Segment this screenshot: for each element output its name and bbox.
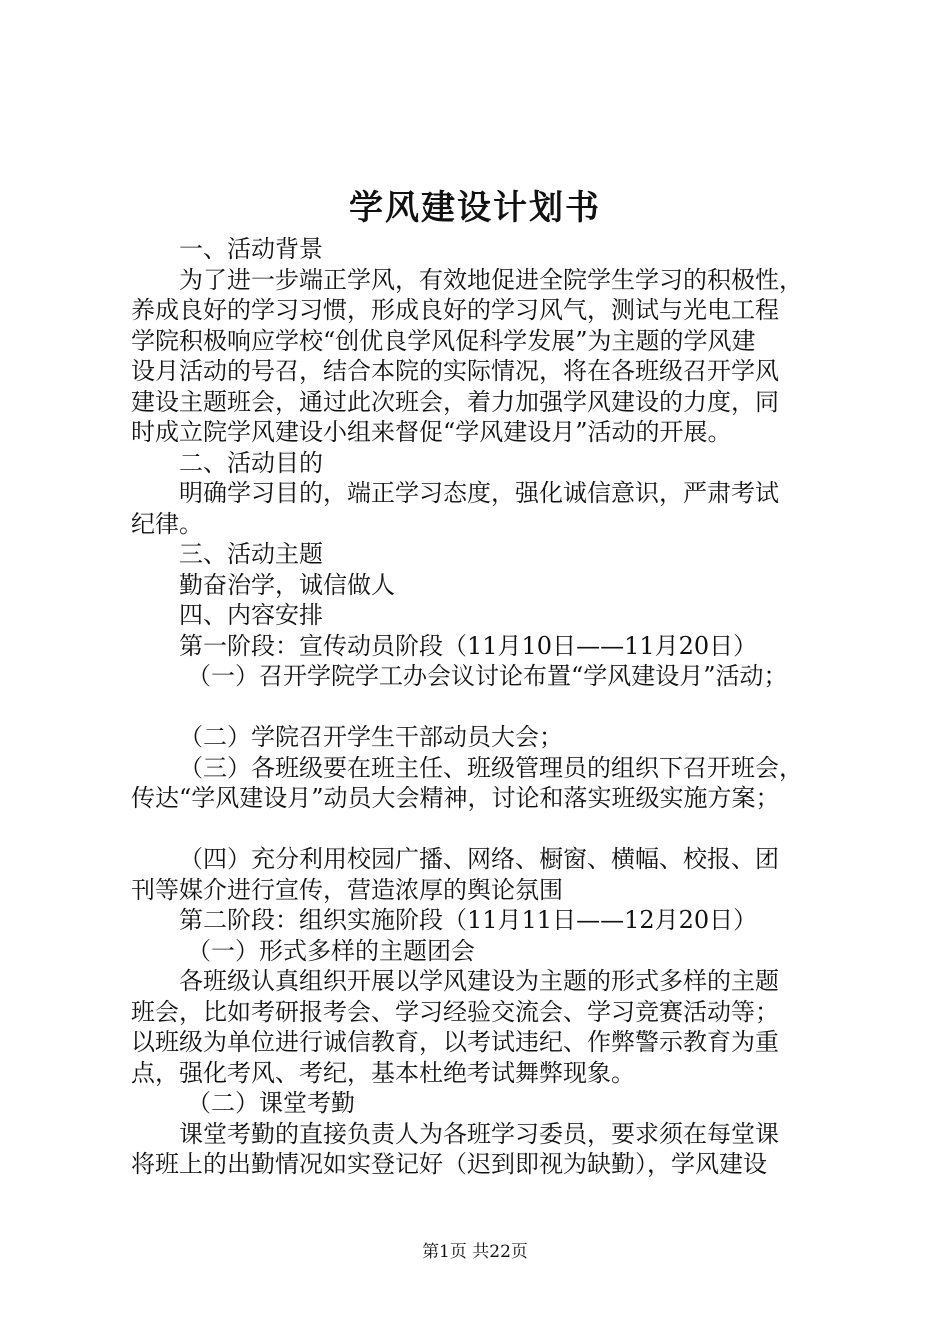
paragraph-line: 刊等媒介进行宣传，营造浓厚的舆论氛围 xyxy=(131,875,563,904)
paragraph-line: 各班级认真组织开展以学风建设为主题的形式多样的主题 xyxy=(179,967,779,995)
blank-line xyxy=(131,692,831,723)
paragraph-line: 课堂考勤的直接负责人为各班学习委员，要求须在每堂课 xyxy=(179,1119,779,1148)
list-item: （四）充分利用校园广播、网络、橱窗、横幅、校报、团 xyxy=(179,845,779,873)
paragraph-line: 学院积极响应学校“创优良学风促科学发展”为主题的学风建 xyxy=(131,326,756,355)
stage-heading-one: 第一阶段：宣传动员阶段（11月10日——11月20日） xyxy=(179,631,758,660)
paragraph-line: 养成良好的学习习惯，形成良好的学习风气，测试与光电工程 xyxy=(131,296,779,324)
document-body xyxy=(131,234,831,1180)
paragraph-line: 传达“学风建设月”动员大会精神，讨论和落实班级实施方案； xyxy=(131,784,780,812)
section-heading-arrangement: 四、内容安排 xyxy=(179,601,323,629)
paragraph-line: 建设主题班会，通过此次班会，着力加强学风建设的力度，同 xyxy=(131,387,779,416)
paragraph-line: 时成立院学风建设小组来督促“学风建设月”活动的开展。 xyxy=(131,418,732,446)
paragraph-line: 勤奋治学，诚信做人 xyxy=(179,570,395,599)
paragraph-line: 班会，比如考研报考会、学习经验交流会、学习竞赛活动等； xyxy=(131,997,779,1026)
list-item: （二）学院召开学生干部动员大会； xyxy=(179,723,563,751)
paragraph-line: 设月活动的号召，结合本院的实际情况，将在各班级召开学风 xyxy=(131,357,779,385)
document-title: 学风建设计划书 xyxy=(349,188,601,228)
list-item: （一）召开学院学工办会议讨论布置“学风建设月”活动； xyxy=(187,662,788,690)
section-heading-theme: 三、活动主题 xyxy=(179,540,323,568)
list-item: （三）各班级要在班主任、班级管理员的组织下召开班会， xyxy=(179,753,803,782)
section-heading-goal: 二、活动目的 xyxy=(179,448,323,477)
subsection-heading: （二）课堂考勤 xyxy=(187,1089,355,1117)
blank-line xyxy=(131,814,831,845)
paragraph-line: 明确学习目的，端正学习态度，强化诚信意识，严肃考试 xyxy=(179,479,779,507)
paragraph-line: 将班上的出勤情况如实登记好（迟到即视为缺勤），学风建设 xyxy=(131,1150,767,1178)
paragraph-line: 纪律。 xyxy=(131,509,203,538)
section-heading-background: 一、活动背景 xyxy=(179,235,323,263)
paragraph-line: 以班级为单位进行诚信教育，以考试违纪、作弊警示教育为重 xyxy=(131,1028,779,1056)
paragraph-line: 为了进一步端正学风，有效地促进全院学生学习的积极性， xyxy=(179,265,803,294)
stage-heading-two: 第二阶段：组织实施阶段（11月11日——12月20日） xyxy=(179,906,758,934)
paragraph-line: 点，强化考风、考纪，基本杜绝考试舞弊现象。 xyxy=(131,1058,635,1087)
page-number-footer: 第1页 共22页 xyxy=(422,1242,528,1262)
subsection-heading: （一）形式多样的主题团会 xyxy=(187,936,475,965)
